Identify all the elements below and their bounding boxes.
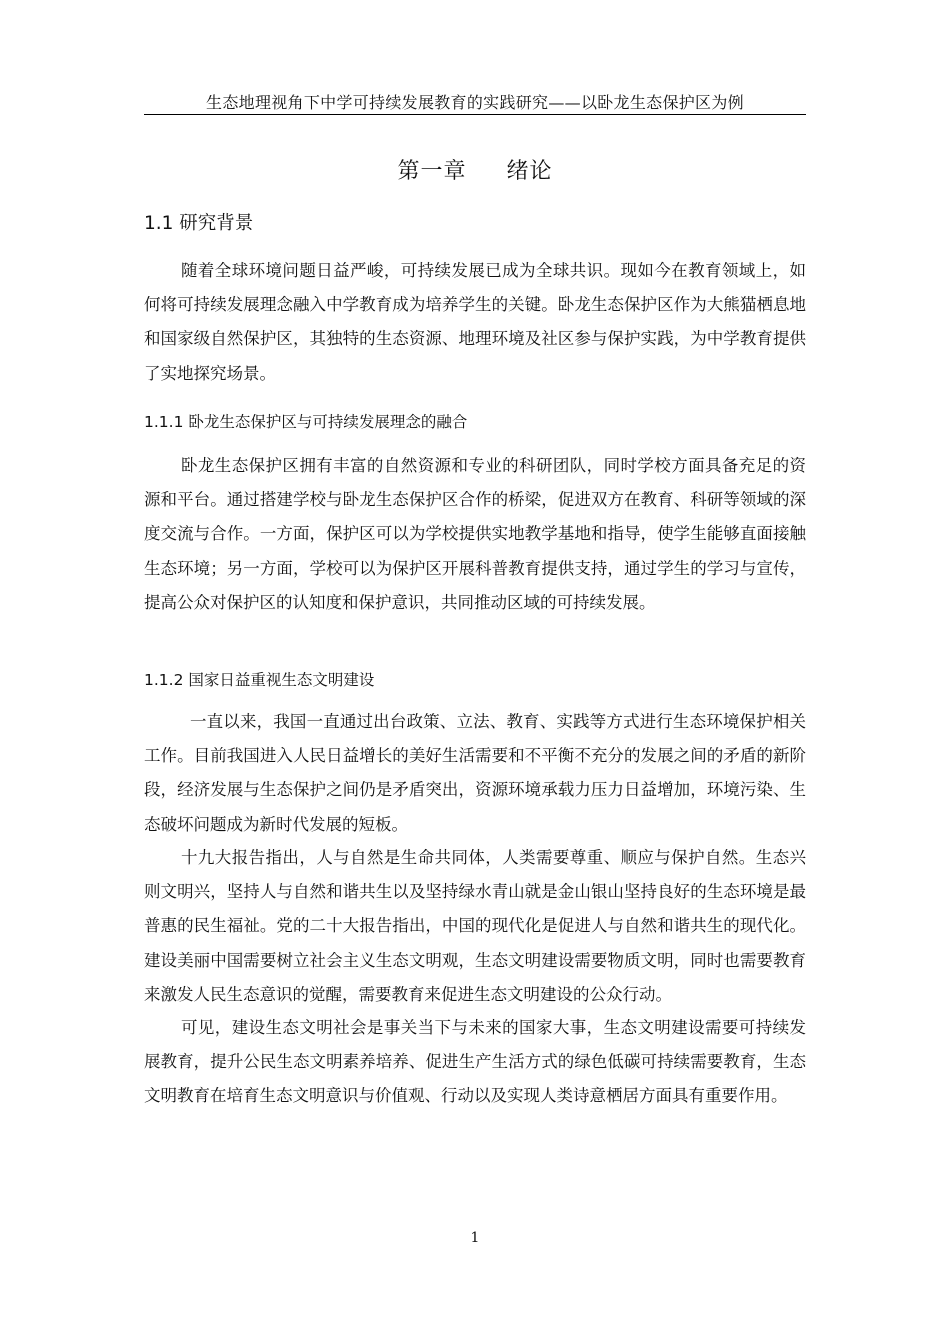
- paragraph-1-1-2-c: 可见，建设生态文明社会是事关当下与未来的国家大事，生态文明建设需要可持续发展教育，提升公民生态文明素养培养、促进生产生活方式的绿色低碳可持续需要教育，生态文明教育在培育生态文明意识与价值观、行动以及实现人类诗意栖居方面具有重要作用。: [144, 1018, 806, 1106]
- page-number: 1: [470, 1230, 480, 1246]
- paragraph-1-1-2-a: 一直以来，我国一直通过出台政策、立法、教育、实践等方式进行生态环境保护相关工作。目前我国进入人民日益增长的美好生活需要和不平衡不充分的发展之间的矛盾的新阶段，经济发展与生态保护之间仍是矛盾突出，资源环境承载力压力日益增加，环境污染、生态破坏问题成为新时代发展的短板。: [144, 712, 806, 834]
- paragraph-1-1: 随着全球环境问题日益严峻，可持续发展已成为全球共识。现如今在教育领域上，如何将可持续发展理念融入中学教育成为培养学生的关键。卧龙生态保护区作为大熊猫栖息地和国家级自然保护区，其独特的生态资源、地理环境及社区参与保护实践，为中学教育提供了实地探究场景。: [144, 261, 806, 383]
- running-header: 生态地理视角下中学可持续发展教育的实践研究——以卧龙生态保护区为例: [206, 93, 744, 112]
- section-heading-1-1: 1.1 研究背景: [144, 213, 254, 234]
- section-heading-1-1-1: 1.1.1 卧龙生态保护区与可持续发展理念的融合: [144, 413, 468, 431]
- header-rule: [144, 114, 806, 115]
- section-heading-1-1-2: 1.1.2 国家日益重视生态文明建设: [144, 671, 375, 689]
- paragraph-1-1-2-b: 十九大报告指出，人与自然是生命共同体，人类需要尊重、顺应与保护自然。生态兴则文明兴，坚持人与自然和谐共生以及坚持绿水青山就是金山银山坚持良好的生态环境是最普惠的民生福祉。党的二十大报告指出，中国的现代化是促进人与自然和谐共生的现代化。建设美丽中国需要树立社会主义生态文明观，生态文明建设需要物质文明，同时也需要教育来激发人民生态意识的觉醒，需要教育来促进生态文明建设的公众行动。: [144, 848, 806, 1004]
- chapter-title: 第一章 绪论: [397, 159, 553, 184]
- paragraph-1-1-1: 卧龙生态保护区拥有丰富的自然资源和专业的科研团队，同时学校方面具备充足的资源和平台。通过搭建学校与卧龙生态保护区合作的桥梁，促进双方在教育、科研等领域的深度交流与合作。一方面，保护区可以为学校提供实地教学基地和指导，使学生能够直面接触生态环境；另一方面，学校可以为保护区开展科普教育提供支持，通过学生的学习与宣传，提高公众对保护区的认知度和保护意识，共同推动区域的可持续发展。: [144, 456, 806, 612]
